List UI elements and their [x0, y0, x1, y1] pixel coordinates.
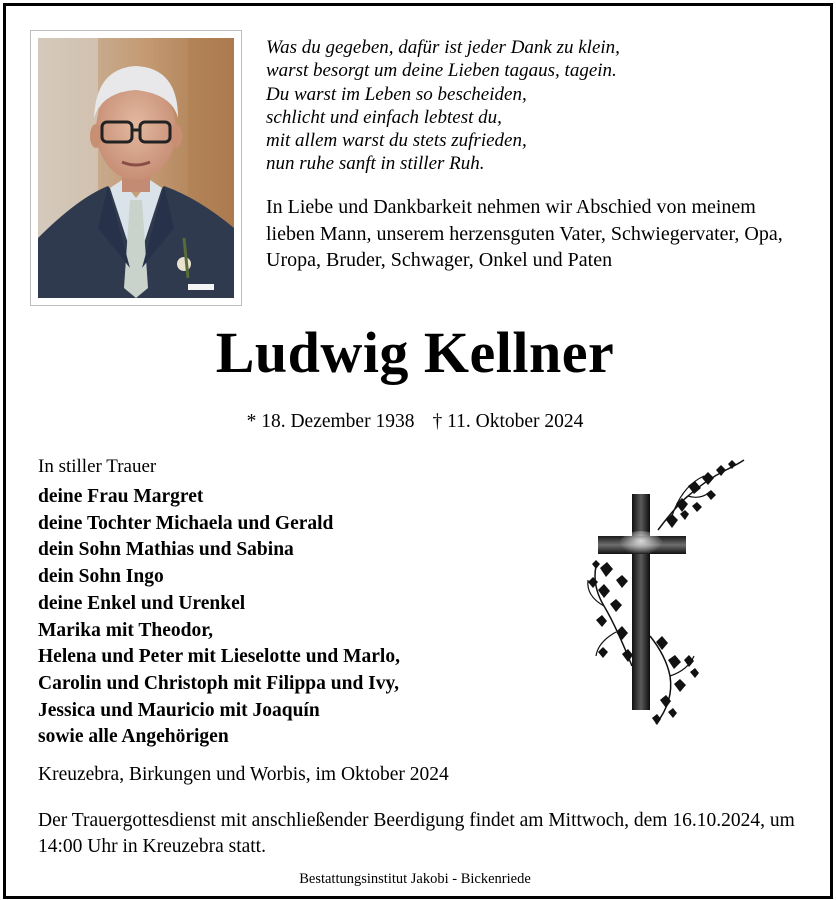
poem-line: Du warst im Leben so bescheiden, [266, 83, 527, 105]
poem [266, 36, 620, 176]
relative-line: Marika mit Theodor, [38, 619, 213, 641]
poem-line: schlicht und einfach lebtest du, [266, 106, 502, 128]
service-notice: Der Trauergottesdienst mit anschließender Beerdigung findet am Mittwoch, dem 16.10.2024, um 14:00 Uhr in Kreuzebra statt. [38, 810, 795, 857]
relative-line: Jessica und Mauricio mit Joaquín [38, 699, 320, 721]
cross-with-ivy-icon [576, 456, 752, 732]
relative-line: deine Tochter Michaela und Gerald [38, 512, 334, 534]
mourning-heading: In stiller Trauer [38, 456, 157, 477]
relative-line: Helena und Peter mit Lieselotte und Marlo, [38, 646, 400, 668]
farewell-intro: In Liebe und Dankbarkeit nehmen wir Abschied von meinem lieben Mann, unserem herzensguten Vater, Schwiegervater, Opa, Uropa, Bruder, Schwager, Onkel und Paten [266, 196, 783, 271]
portrait-frame [30, 30, 242, 306]
relative-line: deine Enkel und Urenkel [38, 592, 246, 614]
birth-date: * 18. Dezember 1938 [246, 411, 415, 432]
funeral-home: Bestattungsinstitut Jakobi - Bickenriede [299, 871, 531, 887]
poem-line: Was du gegeben, dafür ist jeder Dank zu klein, [266, 37, 620, 58]
deceased-name: Ludwig Kellner [215, 320, 615, 385]
poem-line: mit allem warst du stets zufrieden, [266, 130, 527, 152]
relative-line: dein Sohn Mathias und Sabina [38, 539, 294, 561]
relative-line: deine Frau Margret [38, 486, 204, 507]
death-date: † 11. Oktober 2024 [432, 411, 584, 432]
relative-line: sowie alle Angehörigen [38, 726, 229, 748]
relatives-list [38, 484, 400, 751]
portrait-photo [38, 38, 234, 298]
relative-line: dein Sohn Ingo [38, 566, 164, 588]
life-dates [0, 409, 830, 435]
poem-line: nun ruhe sanft in stiller Ruh. [266, 153, 485, 175]
relative-line: Carolin und Christoph mit Filippa und Ivy, [38, 672, 400, 694]
place-and-date: Kreuzebra, Birkungen und Worbis, im Oktober 2024 [38, 764, 449, 785]
poem-line: warst besorgt um deine Lieben tagaus, tagein. [266, 60, 617, 82]
